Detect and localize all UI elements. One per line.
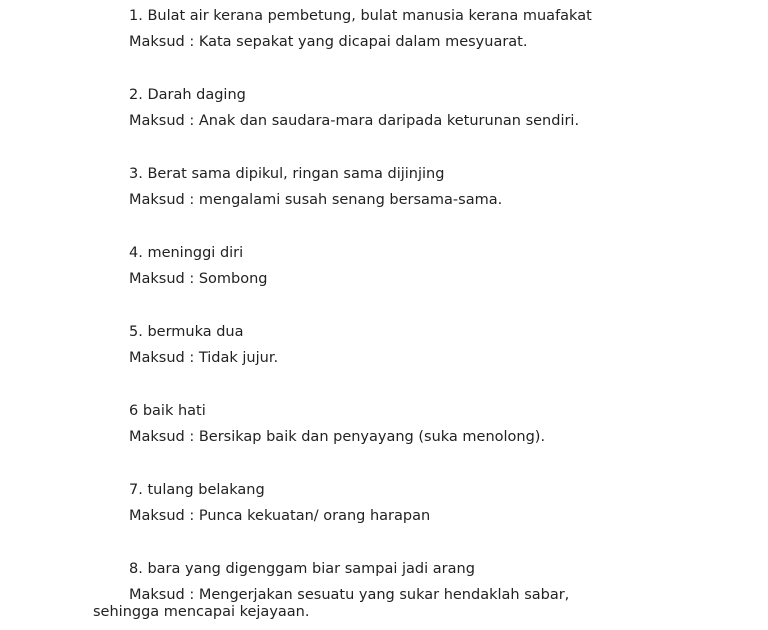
entry-title: 7. tulang belakang: [129, 482, 265, 498]
peribahasa-entry: [93, 8, 653, 51]
entry-title: 8. bara yang digenggam biar sampai jadi arang: [129, 561, 475, 577]
peribahasa-entry: [93, 561, 653, 621]
peribahasa-entry: [93, 245, 653, 288]
entry-meaning: Maksud : mengalami susah senang bersama-sama.: [129, 192, 503, 208]
entry-title: 2. Darah daging: [129, 87, 246, 103]
entry-meaning: Maksud : Sombong: [129, 271, 268, 287]
entry-meaning: Maksud : Punca kekuatan/ orang harapan: [129, 508, 431, 524]
entry-title: 4. meninggi diri: [129, 245, 244, 261]
entry-title: 1. Bulat air kerana pembetung, bulat manusia kerana muafakat: [129, 8, 592, 24]
peribahasa-entry: [93, 482, 653, 525]
peribahasa-entry: [93, 324, 653, 367]
entry-meaning: Maksud : Kata sepakat yang dicapai dalam mesyuarat.: [129, 34, 528, 50]
entry-meaning: Maksud : Tidak jujur.: [129, 350, 279, 366]
entry-title: 5. bermuka dua: [129, 324, 244, 340]
entry-meaning: Maksud : Anak dan saudara-mara daripada keturunan sendiri.: [129, 113, 580, 129]
peribahasa-entry: [93, 87, 653, 130]
entry-title: 6 baik hati: [129, 403, 206, 419]
peribahasa-entry: [93, 403, 653, 446]
entry-title: 3. Berat sama dipikul, ringan sama dijinjing: [129, 166, 445, 182]
peribahasa-entry: [93, 166, 653, 209]
entry-meaning: Maksud : Mengerjakan sesuatu yang sukar hendaklah sabar, sehingga mencapai kejayaan.: [93, 587, 570, 620]
entry-meaning: Maksud : Bersikap baik dan penyayang (suka menolong).: [129, 429, 546, 445]
